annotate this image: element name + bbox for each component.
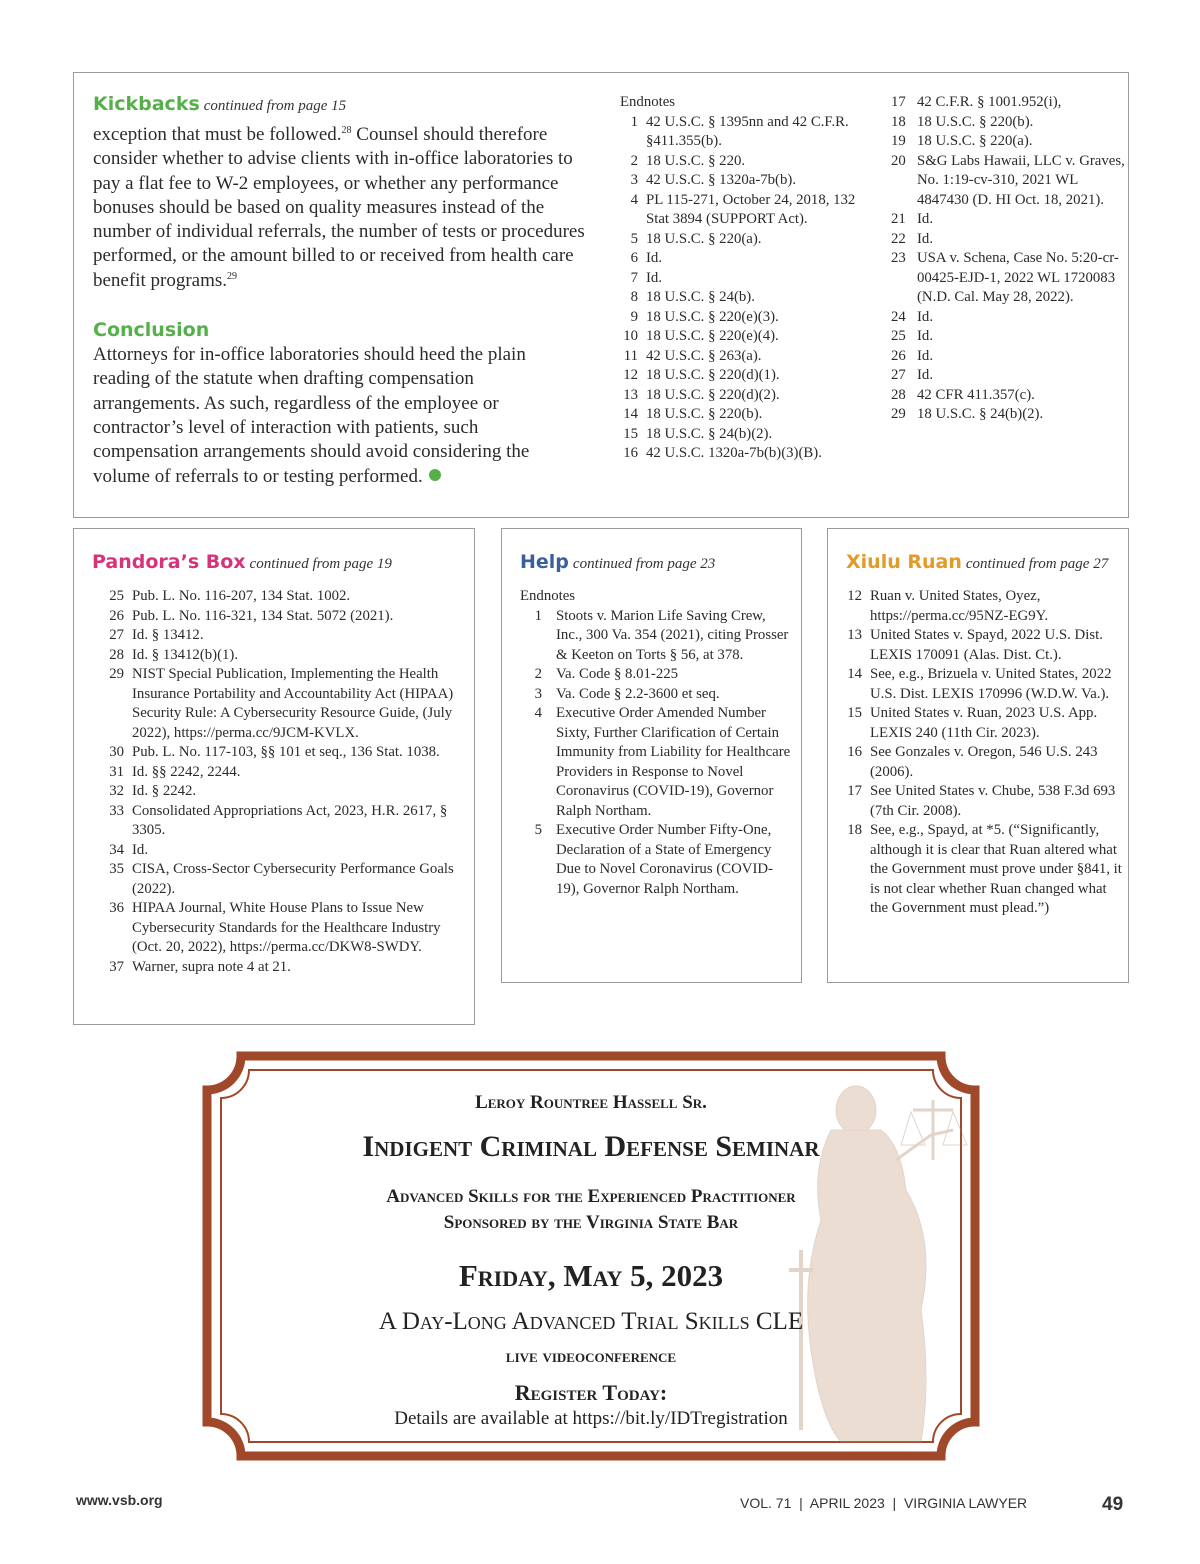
endnote-item (620, 113, 870, 152)
endnote-number: 5 (534, 822, 542, 838)
pandora-continued: continued from page 19 (249, 556, 392, 572)
endnotes-heading: Endnotes (520, 588, 576, 604)
xiulu-ruan-section (827, 528, 1129, 983)
pandora-heading (92, 551, 392, 574)
endnote-item (891, 152, 1126, 211)
endnote-number: 27 (891, 367, 906, 383)
endnote-text: Id. (917, 347, 934, 364)
endnote-item (846, 665, 1128, 704)
kickbacks-title: Kickbacks (93, 93, 200, 115)
endnote-number: 1 (534, 607, 542, 624)
endnote-number: 24 (891, 308, 906, 325)
endnote-list (891, 93, 1126, 425)
endnote-text: United States v. Ruan, 2023 U.S. App. LEXIS 240 (11th Cir. 2023). (870, 705, 1098, 741)
endnote-item (846, 626, 1128, 665)
endnote-number: 14 (847, 666, 862, 682)
endnote-item (891, 366, 1126, 386)
endnote-number: 21 (891, 211, 906, 227)
endnote-number: 30 (109, 744, 124, 760)
endnote-item (891, 230, 1126, 250)
endnote-item (92, 646, 464, 666)
endnote-text: Id. (917, 328, 934, 344)
pandora-endnotes (92, 587, 464, 977)
ad-sponsor: Sponsored by the Virginia State Bar (443, 1212, 739, 1233)
endnote-item (92, 665, 464, 743)
endnote-text: Id. (917, 230, 934, 247)
endnote-text: Id. (132, 841, 149, 858)
endnote-number: 17 (891, 94, 906, 110)
endnote-number: 3 (534, 685, 542, 702)
endnote-number: 18 (847, 822, 862, 838)
endnote-number: 28 (891, 386, 906, 403)
endnote-number: 37 (109, 958, 124, 975)
endnote-text: Pub. L. No. 116-207, 134 Stat. 1002. (132, 588, 351, 604)
endnote-text: Executive Order Amended Number Sixty, Further Clarification of Certain Immunity from Liability for Healthcare Providers in Response to Novel Coronavirus (COVID-19), Governor Ralph Northam. (556, 705, 791, 819)
endnote-text: PL 115-271, October 24, 2018, 132 Stat 3894 (SUPPORT Act). (646, 191, 856, 227)
endnote-number: 9 (630, 308, 638, 325)
endnote-text: NIST Special Publication, Implementing the Health Insurance Portability and Accountability Act (HIPAA) Security Rule: A Cybersecurity Resource Guide, (July 2022), https://perma.cc/9JCM-KVLX. (132, 666, 454, 741)
conclusion-paragraph (93, 343, 585, 489)
help-heading (520, 551, 715, 574)
kickbacks-section (73, 72, 1129, 518)
endnote-item (891, 327, 1126, 347)
endnote-text: See United States v. Chube, 538 F.3d 693 (7th Cir. 2008). (870, 783, 1116, 819)
endnote-number: 15 (847, 705, 862, 721)
endnote-number: 16 (623, 445, 638, 461)
xiulu-heading (846, 551, 1108, 574)
endnote-number: 2 (534, 666, 542, 682)
conclusion-text: Attorneys for in-office laboratories should heed the plain reading of the statute when drafting compensation arrangements. As such, regardless of the employee or contractor’s level of interaction with patients, such compensation arrangements should avoid considering the volume of referrals to or testing performed. (93, 344, 530, 487)
ad-title: Indigent Criminal Defense Seminar (362, 1130, 820, 1163)
endnote-item (620, 444, 870, 464)
endnote-text: Va. Code § 8.01-225 (556, 666, 679, 682)
footnote-ref-28: 28 (341, 125, 352, 136)
endnote-item (891, 249, 1126, 308)
endnote-text: Id. (917, 308, 934, 325)
endnote-item (620, 425, 870, 445)
kickbacks-paragraph (93, 123, 585, 293)
ad-date: Friday, May 5, 2023 (458, 1258, 724, 1293)
endnote-text: Pub. L. No. 117-103, §§ 101 et seq., 136 Stat. 1038. (132, 744, 440, 760)
endnote-item (620, 269, 870, 289)
endnote-number: 4 (534, 705, 542, 721)
endnote-number: 12 (623, 367, 638, 383)
xiulu-endnotes (846, 587, 1128, 919)
endnote-number: 33 (109, 802, 124, 819)
endnote-text: 42 U.S.C. 1320a-7b(b)(3)(B). (646, 445, 822, 461)
endnote-item (620, 327, 870, 347)
endnote-number: 2 (630, 152, 638, 169)
endnote-number: 17 (847, 783, 862, 799)
endnote-item (891, 308, 1126, 328)
footer-issue: VOL. 71 | APRIL 2023 | VIRGINIA LAWYER (740, 1495, 1028, 1511)
endnote-item (92, 802, 464, 841)
endnote-item (92, 860, 464, 899)
endnote-item (520, 704, 795, 821)
endnote-text: 42 C.F.R. § 1001.952(i), (917, 94, 1062, 110)
endnote-text: 42 U.S.C. § 1320a-7b(b). (646, 172, 797, 188)
endnote-number: 12 (847, 588, 862, 604)
endnote-item (92, 841, 464, 861)
endnote-item (520, 685, 795, 705)
endnote-list (620, 113, 870, 464)
endnote-text: 18 U.S.C. § 220. (646, 152, 746, 169)
kickbacks-heading (93, 93, 585, 115)
endnote-number: 5 (630, 230, 638, 247)
endnote-text: Stoots v. Marion Life Saving Crew, Inc., 300 Va. 354 (2021), citing Prosser & Keeton on Torts § 56, at 378. (556, 607, 789, 663)
endnote-number: 22 (891, 230, 906, 247)
endnote-text: Id. (646, 269, 663, 286)
endnote-text: 42 U.S.C. § 1395nn and 42 C.F.R. §411.355(b). (646, 113, 849, 149)
endnote-item (92, 782, 464, 802)
endnote-text: 18 U.S.C. § 220(b). (646, 406, 763, 422)
endnote-number: 26 (891, 347, 906, 364)
endnotes-heading: Endnotes (620, 94, 676, 110)
endnote-item (620, 405, 870, 425)
endnote-text: USA v. Schena, Case No. 5:20-cr-00425-EJD-1, 2022 WL 1720083 (N.D. Cal. May 28, 2022). (917, 250, 1119, 305)
endnote-item (92, 743, 464, 763)
paragraph-text-b: Counsel should therefore consider whether to advise clients with in-office laboratories to pay a flat fee to W-2 employees, or whether any performance bonuses should be based on quality measures instead of the number of individual referrals, the number of tests or procedures performed, or the amount billed to or received from health care benefit programs. (93, 124, 585, 291)
endnote-item (891, 210, 1126, 230)
endnote-item (520, 665, 795, 685)
ad-register: Register Today: (514, 1380, 668, 1405)
seminar-advertisement (201, 1050, 981, 1462)
endnote-item (891, 113, 1126, 133)
endnote-number: 32 (109, 783, 124, 799)
endnote-text: Ruan v. United States, Oyez, https://perma.cc/95NZ-EG9Y. (870, 588, 1049, 624)
xiulu-continued: continued from page 27 (965, 556, 1109, 572)
endnote-item (620, 171, 870, 191)
endnote-text: See Gonzales v. Oregon, 546 U.S. 243 (2006). (870, 744, 1098, 780)
endnote-number: 27 (109, 627, 124, 643)
endnote-number: 1 (630, 113, 638, 130)
endnote-text: Executive Order Number Fifty-One, Declaration of a State of Emergency Due to Novel Coronavirus (COVID-19), Governor Ralph Northam. (556, 822, 773, 897)
conclusion-title: Conclusion (93, 319, 210, 342)
endnote-text: 18 U.S.C. § 24(b)(2). (646, 425, 773, 442)
endnote-number: 19 (891, 133, 906, 149)
endnote-number: 20 (891, 152, 906, 169)
endnote-item (891, 132, 1126, 152)
endnote-item (620, 288, 870, 308)
endnote-number: 18 (891, 113, 906, 130)
endnote-number: 29 (891, 406, 906, 422)
endnote-text: Id. (917, 211, 934, 227)
endnote-text: Id. § 2242. (132, 783, 197, 799)
endnote-text: Id. § 13412. (132, 627, 204, 643)
ad-details-link[interactable]: Details are available at https://bit.ly/IDTregistration (394, 1408, 788, 1429)
endnote-item (620, 386, 870, 406)
endnote-number: 13 (623, 386, 638, 403)
endnote-number: 25 (109, 588, 124, 604)
endnote-number: 10 (623, 328, 638, 344)
endnote-text: 18 U.S.C. § 220(a). (646, 230, 762, 247)
endnote-number: 36 (109, 900, 124, 916)
endnote-number: 25 (891, 328, 906, 344)
kickbacks-endnotes-col2 (891, 93, 1126, 425)
endnote-number: 31 (109, 763, 124, 780)
endnote-item (846, 587, 1128, 626)
footer-website[interactable]: www.vsb.org (76, 1492, 163, 1508)
endnote-text: 18 U.S.C. § 24(b)(2). (917, 406, 1044, 422)
endnote-text: Consolidated Appropriations Act, 2023, H.R. 2617, § 3305. (132, 802, 448, 838)
help-endnotes (520, 587, 795, 899)
endnote-number: 29 (109, 666, 124, 682)
endnote-text: See, e.g., Brizuela v. United States, 2022 U.S. Dist. LEXIS 170996 (W.D.W. Va.). (870, 666, 1112, 702)
endnote-text: CISA, Cross-Sector Cybersecurity Performance Goals (2022). (132, 861, 454, 897)
endnote-item (846, 821, 1128, 919)
endnote-text: 18 U.S.C. § 220(b). (917, 113, 1034, 130)
endnote-text: S&G Labs Hawaii, LLC v. Graves, No. 1:19-cv-310, 2021 WL 4847430 (D. HI Oct. 18, 2021). (917, 152, 1125, 208)
ad-format: live videoconference (505, 1346, 677, 1367)
endnote-item (620, 152, 870, 172)
endnote-list (520, 607, 795, 900)
kickbacks-continued: continued from page 15 (203, 98, 347, 114)
endnote-item (92, 587, 464, 607)
page-number: 49 (1102, 1494, 1124, 1515)
endnote-item (891, 386, 1126, 406)
endnote-item (620, 308, 870, 328)
endnote-text: 42 U.S.C. § 263(a). (646, 347, 762, 364)
endnote-number: 6 (630, 250, 638, 266)
endnote-item (620, 191, 870, 230)
endnote-item (620, 249, 870, 269)
endnote-text: Id. §§ 2242, 2244. (132, 763, 241, 780)
endnote-item (620, 230, 870, 250)
endnote-text: 18 U.S.C. § 24(b). (646, 289, 755, 305)
endnote-number: 14 (623, 406, 638, 422)
endnote-text: Pub. L. No. 116-321, 134 Stat. 5072 (2021). (132, 607, 394, 624)
endnote-text: 18 U.S.C. § 220(e)(4). (646, 328, 779, 344)
help-continued: continued from page 23 (572, 556, 716, 572)
endnote-number: 28 (109, 646, 124, 663)
endnote-text: 18 U.S.C. § 220(d)(1). (646, 367, 780, 383)
endnote-item (92, 626, 464, 646)
endnote-number: 35 (109, 861, 124, 877)
help-section (501, 528, 802, 983)
endnote-item (92, 607, 464, 627)
endnote-text: See, e.g., Spayd, at *5. (“Significantly, although it is clear that Ruan altered what the Government must prove under §841, it is not clear whether Ruan changed what the Government must plead.”) (870, 822, 1122, 916)
endnote-item (520, 821, 795, 899)
endnote-number: 15 (623, 425, 638, 442)
endnote-item (846, 704, 1128, 743)
endnote-number: 16 (847, 744, 862, 760)
endnote-item (891, 93, 1126, 113)
pandoras-box-section (73, 528, 475, 1025)
help-title: Help (520, 551, 569, 573)
endnote-number: 11 (623, 347, 638, 364)
endnote-item (846, 743, 1128, 782)
endnote-item (620, 347, 870, 367)
endnote-text: 18 U.S.C. § 220(e)(3). (646, 308, 779, 325)
endnote-text: Id. (646, 250, 663, 266)
endnote-text: Id. § 13412(b)(1). (132, 646, 239, 663)
kickbacks-article (93, 93, 585, 489)
xiulu-title: Xiulu Ruan (846, 551, 962, 573)
endnote-item (92, 763, 464, 783)
endnote-item (620, 366, 870, 386)
endnote-item (92, 899, 464, 958)
endnote-text: HIPAA Journal, White House Plans to Issue New Cybersecurity Standards for the Healthcare Industry (Oct. 20, 2022), https://perma.cc/DKW8-SWDY. (132, 900, 441, 955)
endnote-text: 18 U.S.C. § 220(a). (917, 133, 1033, 149)
pandora-title: Pandora’s Box (92, 551, 246, 573)
endnote-text: Id. (917, 367, 934, 383)
endnote-item (846, 782, 1128, 821)
endnote-text: United States v. Spayd, 2022 U.S. Dist. LEXIS 170091 (Alas. Dist. Ct.). (870, 627, 1103, 663)
end-mark-icon (429, 469, 441, 481)
ad-cle: A Day-Long Advanced Trial Skills CLE (378, 1308, 804, 1335)
endnote-text: 18 U.S.C. § 220(d)(2). (646, 386, 780, 403)
ad-subtitle: Advanced Skills for the Experienced Practitioner (386, 1186, 796, 1207)
endnote-number: 13 (847, 627, 862, 643)
endnote-item (891, 347, 1126, 367)
ad-honoree: Leroy Rountree Hassell Sr. (475, 1092, 707, 1113)
endnote-number: 7 (630, 269, 638, 286)
endnote-number: 4 (630, 191, 638, 208)
endnote-number: 8 (630, 289, 638, 305)
endnote-item (92, 958, 464, 978)
endnote-text: Warner, supra note 4 at 21. (132, 958, 291, 975)
footnote-ref-29: 29 (227, 270, 238, 282)
endnote-number: 26 (109, 607, 124, 624)
paragraph-text-a: exception that must be followed. (93, 124, 342, 145)
kickbacks-endnotes-col1 (620, 93, 870, 464)
endnote-number: 3 (630, 172, 638, 188)
endnote-item (520, 607, 795, 666)
endnote-number: 34 (109, 841, 124, 858)
endnote-item (891, 405, 1126, 425)
endnote-number: 23 (891, 250, 906, 266)
endnote-text: 42 CFR 411.357(c). (917, 386, 1035, 403)
endnote-text: Va. Code § 2.2-3600 et seq. (556, 685, 720, 702)
